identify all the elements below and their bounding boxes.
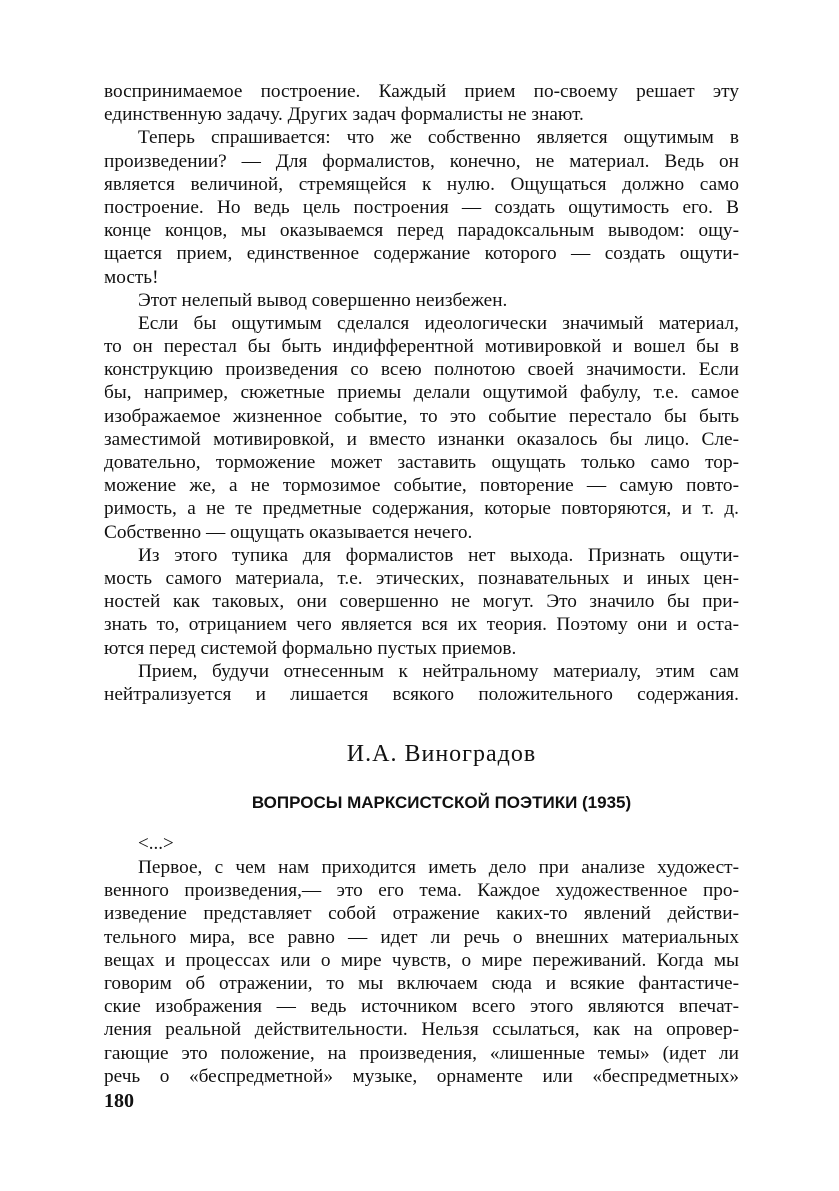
text-line: нейтрализуется и лишается всякого положительного содержания.: [104, 683, 739, 705]
paragraph: [104, 312, 739, 544]
text-line: заместимой мотивировкой, и вместо изнанки оказалось бы лицо. Сле-: [104, 428, 739, 450]
text-line: конце концов, мы оказываемся перед парадоксальным выводом: ощу-: [104, 220, 739, 242]
text-line: тельного мира, все равно — идет ли речь о внешних материальных: [104, 926, 739, 948]
text-line: ские изображения — ведь источником всего этого являются впечат-: [104, 996, 739, 1018]
paragraph: [104, 289, 739, 312]
paragraph: [104, 856, 739, 1088]
text-line: бы, например, сюжетные приемы делали ощутимой фабулу, т.е. самое: [104, 382, 739, 404]
paragraph: [104, 126, 739, 288]
text-line: Собственно — ощущать оказывается нечего.: [104, 521, 473, 543]
text-line: конструкцию произведения со всею полнотою своей значимости. Если: [104, 359, 739, 381]
text-line: Этот нелепый вывод совершенно неизбежен.: [138, 289, 508, 311]
text-line: ются перед системой формально пустых приемов.: [104, 637, 517, 659]
paragraph: [104, 660, 739, 706]
omission-mark: <...>: [138, 833, 174, 855]
paragraph: [104, 544, 739, 660]
text-line: мость самого материала, т.е. этических, познавательных и иных цен-: [104, 567, 739, 589]
text-line: довательно, торможение может заставить ощущать только само тор-: [104, 452, 739, 473]
text-line: Теперь спрашивается: что же собственно является ощутимым в: [138, 127, 739, 149]
text-line: ления реальной действительности. Нельзя ссылаться, как на опровер-: [104, 1019, 739, 1041]
text-line: венного произведения,— это его тема. Каждое художественное про-: [104, 880, 739, 902]
text-line: мость!: [104, 266, 159, 288]
text-line: можение же, а не тормозимое событие, повторение — самую повто-: [104, 475, 739, 497]
text-line: изведение представляет собой отражение каких-то явлений действи-: [104, 903, 739, 925]
section-title: ВОПРОСЫ МАРКСИСТСКОЙ ПОЭТИКИ (1935): [251, 793, 632, 813]
text-line: вещах и процессах или о мире чувств, о мире переживаний. Когда мы: [104, 949, 739, 971]
text-line: ностей как таковых, они совершенно не могут. Это значило бы при-: [104, 591, 739, 613]
text-line: произведении? — Для формалистов, конечно, не материал. Ведь он: [104, 150, 739, 172]
text-line: Если бы ощутимым сделался идеологически значимый материал,: [138, 312, 739, 334]
paragraph: [104, 80, 739, 126]
text-line: римость, а не те предметные содержания, которые повторяются, и т. д.: [104, 498, 739, 520]
text-line: гающие это положение, на произведения, «лишенные темы» (идет ли: [104, 1042, 739, 1064]
text-line: изображаемое жизненное событие, то это событие перестало бы быть: [104, 405, 739, 427]
text-line: Первое, с чем нам приходится иметь дело при анализе художест-: [138, 857, 739, 879]
text-line: говорим об отражении, то мы включаем сюда и всякие фантастиче-: [104, 973, 739, 994]
text-line: то он перестал бы быть индифферентной мотивировкой и вошел бы в: [104, 336, 739, 358]
text-line: является величиной, стремящейся к нулю. Ощущаться должно само: [104, 173, 739, 195]
author-name: И.А. Виноградов: [346, 741, 537, 768]
text-line: Прием, будучи отнесенным к нейтральному материалу, этим сам: [138, 660, 739, 682]
text-line: построение. Но ведь цель построения — создать ощутимость его. В: [104, 196, 739, 218]
text-line: речь о «беспредметной» музыке, орнаменте или «беспредметных»: [104, 1065, 739, 1087]
page-body: [104, 80, 739, 1088]
text-line: знать то, отрицанием чего является вся их теория. Поэтому они и оста-: [104, 614, 739, 636]
text-line: воспринимаемое построение. Каждый прием по-своему решает эту: [104, 81, 739, 102]
page-number: 180: [104, 1090, 134, 1112]
text-line: единственную задачу. Других задач формалисты не знают.: [104, 104, 584, 126]
text-line: Из этого тупика для формалистов нет выхода. Признать ощути-: [138, 544, 739, 566]
text-line: щается прием, единственное содержание которого — создать ощути-: [104, 243, 739, 265]
